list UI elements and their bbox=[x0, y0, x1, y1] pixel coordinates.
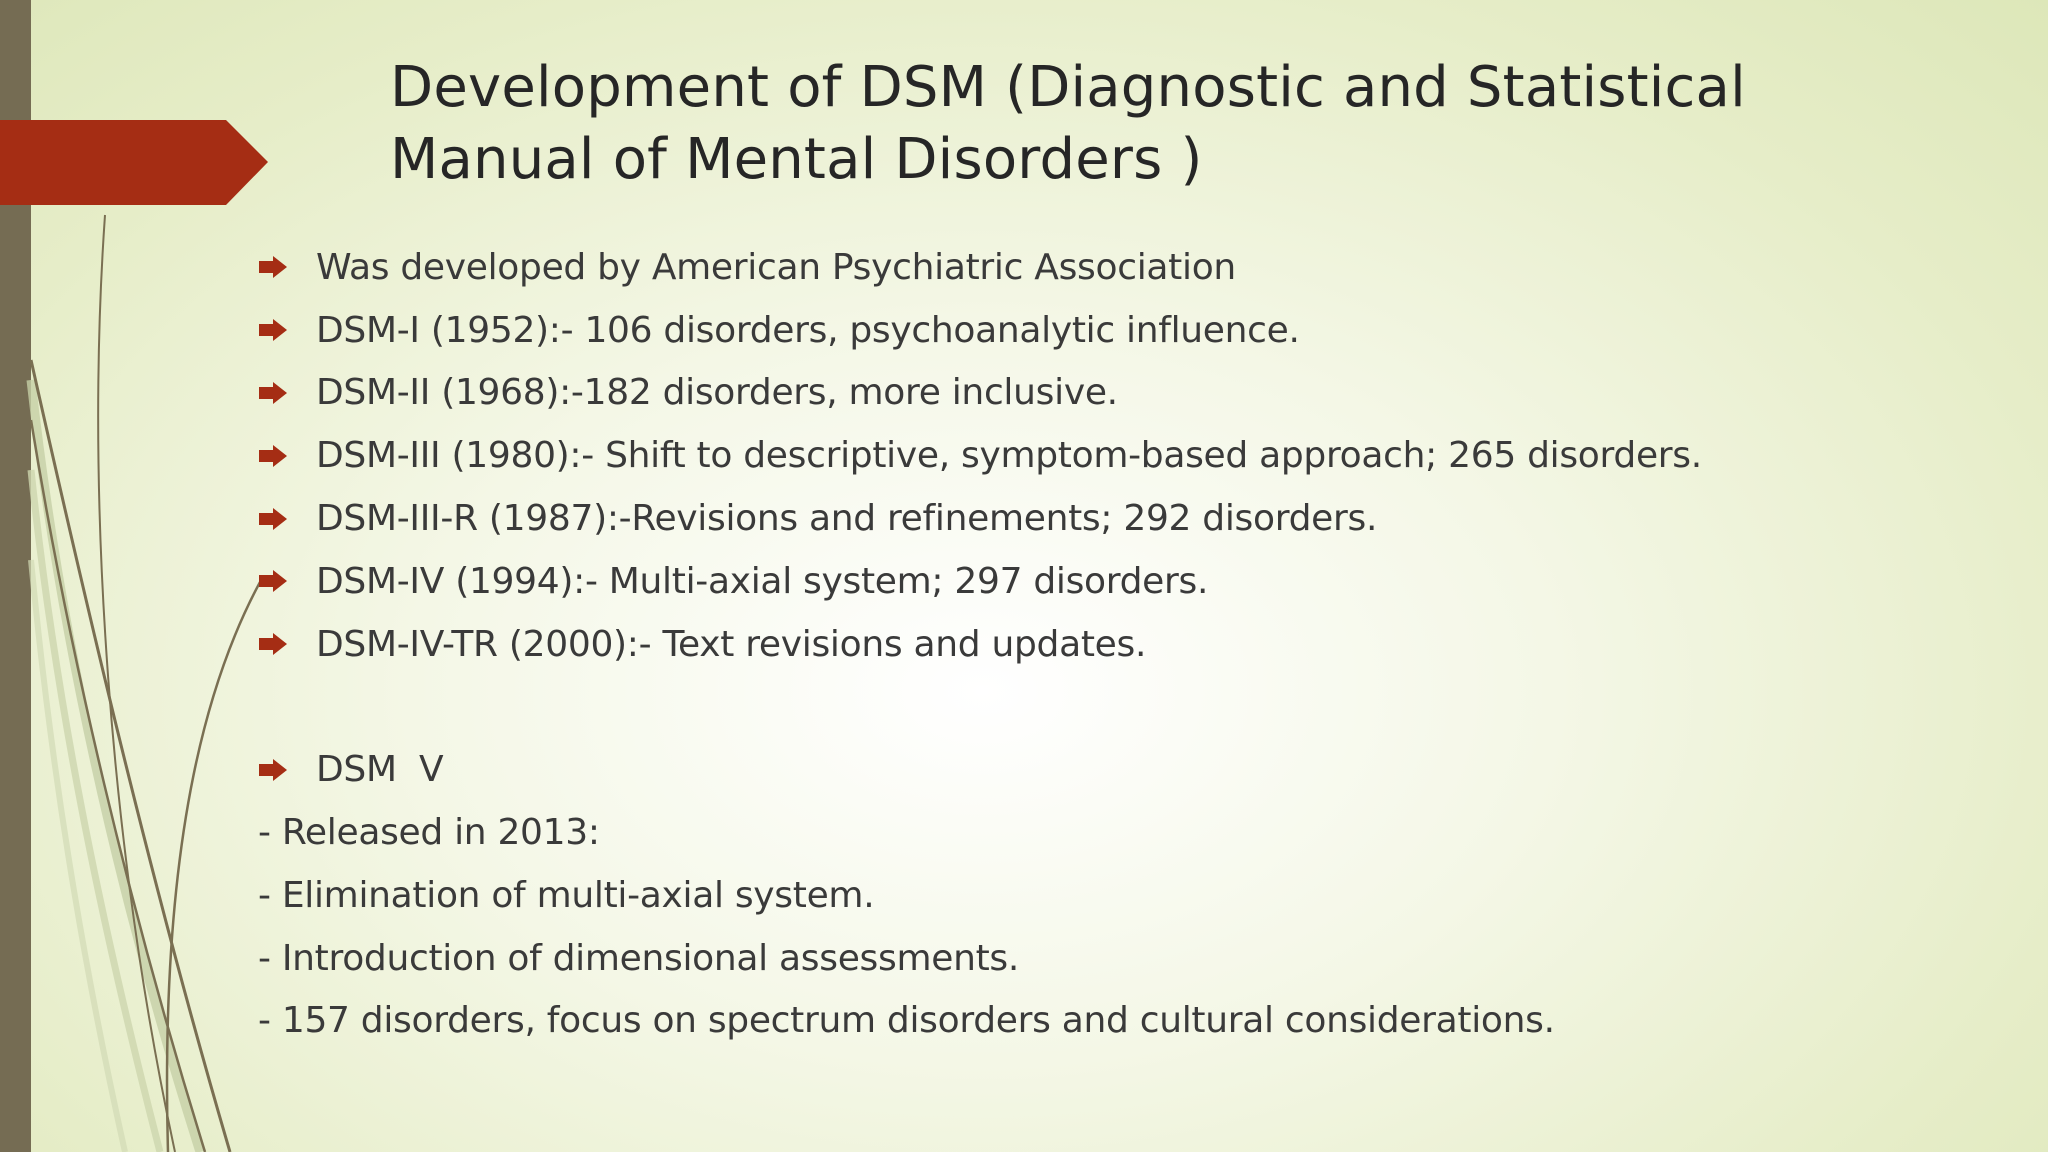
arrow-bullet-icon bbox=[258, 256, 288, 278]
arrow-bullet-icon bbox=[258, 633, 288, 655]
list-spacer bbox=[258, 676, 1702, 739]
list-item bbox=[258, 362, 1702, 425]
arrow-bullet-icon bbox=[258, 382, 288, 404]
dsm5-detail-line: - Introduction of dimensional assessments. bbox=[258, 937, 1019, 979]
list-item bbox=[258, 487, 1702, 550]
list-item bbox=[258, 550, 1702, 613]
bullet-text: DSM-IV (1994):- Multi-axial system; 297 disorders. bbox=[316, 560, 1209, 602]
arrow-bullet-icon bbox=[258, 445, 288, 467]
arrow-bullet-icon bbox=[258, 508, 288, 530]
list-item bbox=[258, 236, 1702, 299]
red-arrow-banner bbox=[0, 120, 268, 205]
bullet-text: Was developed by American Psychiatric Association bbox=[316, 246, 1236, 288]
bullet-text: DSM-III-R (1987):-Revisions and refinements; 292 disorders. bbox=[316, 498, 1378, 540]
dsm5-detail-line: - Elimination of multi-axial system. bbox=[258, 874, 875, 916]
arrow-bullet-icon bbox=[258, 570, 288, 592]
bullet-text: DSM-I (1952):- 106 disorders, psychoanalytic influence. bbox=[316, 309, 1300, 351]
bullet-text: DSM-IV-TR (2000):- Text revisions and updates. bbox=[316, 623, 1147, 665]
bullet-list bbox=[258, 236, 1702, 1052]
list-item bbox=[258, 613, 1702, 676]
list-item bbox=[258, 299, 1702, 362]
list-item bbox=[258, 424, 1702, 487]
arrow-bullet-icon bbox=[258, 319, 288, 341]
bullet-text: DSM-II (1968):-182 disorders, more inclusive. bbox=[316, 372, 1118, 414]
slide-title: Development of DSM (Diagnostic and Statistical Manual of Mental Disorders ) bbox=[390, 55, 1746, 192]
dsm5-detail-line: - 157 disorders, focus on spectrum disorders and cultural considerations. bbox=[258, 1000, 1555, 1042]
arrow-bullet-icon bbox=[258, 759, 288, 781]
bullet-text-dsm5: DSM V bbox=[316, 749, 444, 791]
dsm5-detail-line: - Released in 2013: bbox=[258, 812, 600, 854]
bullet-text: DSM-III (1980):- Shift to descriptive, symptom-based approach; 265 disorders. bbox=[316, 435, 1702, 477]
list-item-dsm5 bbox=[258, 738, 1702, 801]
